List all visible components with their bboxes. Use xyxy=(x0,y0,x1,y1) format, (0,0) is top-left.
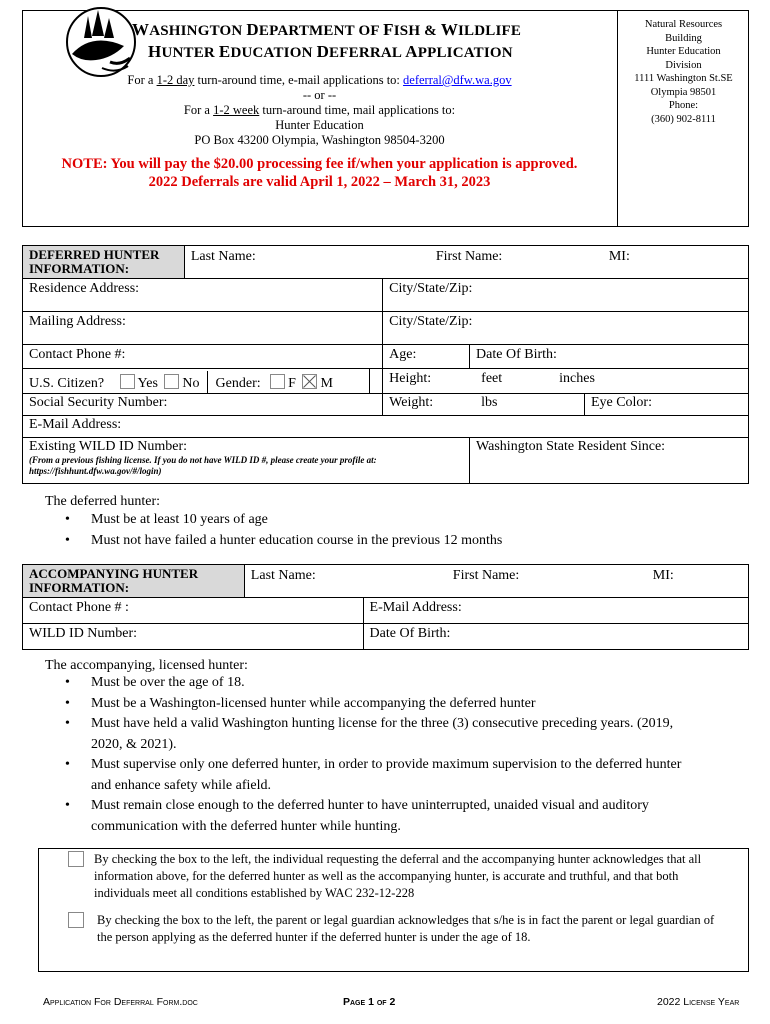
gender-m-checkbox[interactable] xyxy=(302,374,317,389)
deferred-name-field[interactable] xyxy=(184,246,748,279)
contact-phone-label: Contact Phone # : xyxy=(29,600,129,615)
ack1-text: By checking the box to the left, the individual requesting the deferral and the accompanying hunter acknowledges that all information above, for the deferred hunter as well as the accompanying hunter, is accurate and truthful, and that both individuals meet all conditions established by WAC 232-12-228 xyxy=(94,852,702,900)
address-line: (360) 902-8111 xyxy=(651,113,716,125)
form-title-line1: WASHINGTON DEPARTMENT OF FISH & WILDLIFE xyxy=(132,20,522,39)
age-label: Age: xyxy=(389,347,417,362)
first-name-label: First Name: xyxy=(435,249,503,264)
citizen-no-checkbox[interactable] xyxy=(164,374,179,389)
accompanying-rules-list xyxy=(45,673,705,837)
residence-address-label: Residence Address: xyxy=(29,281,140,296)
ack1-checkbox[interactable] xyxy=(68,851,84,867)
wild-id-field[interactable] xyxy=(23,438,470,484)
citizen-yes-checkbox[interactable] xyxy=(120,374,135,389)
yes-label: Yes xyxy=(137,376,158,391)
age-field[interactable] xyxy=(383,345,470,369)
dob-label: Date Of Birth: xyxy=(476,347,557,362)
m-label: M xyxy=(320,376,333,391)
ack2-checkbox[interactable] xyxy=(68,912,84,928)
deferred-hunter-table xyxy=(22,245,749,484)
lbs-label: lbs xyxy=(481,395,498,410)
footer-license-year: 2022 License Year xyxy=(657,996,740,1008)
mail-org: Hunter Education xyxy=(275,118,364,132)
contact-phone-label: Contact Phone #: xyxy=(29,347,126,362)
deferred-rules-list xyxy=(45,510,745,551)
citizen-gender-field xyxy=(23,369,370,394)
wdfw-logo xyxy=(62,2,140,80)
ssn-label: Social Security Number: xyxy=(29,395,168,410)
accompanying-dob-field[interactable] xyxy=(363,624,748,650)
weight-field[interactable] xyxy=(383,394,585,416)
height-field[interactable] xyxy=(383,369,749,394)
list-item: • Must be over the age of 18. xyxy=(45,673,705,694)
wild-id-label: Existing WILD ID Number: xyxy=(29,439,187,454)
email-label: E-Mail Address: xyxy=(369,600,462,615)
height-label: Height: xyxy=(389,371,432,386)
accompanying-section-title: ACCOMPANYING HUNTER INFORMATION: xyxy=(23,565,245,598)
last-name-label: Last Name: xyxy=(250,568,316,583)
eye-color-label: Eye Color: xyxy=(590,395,652,410)
validity-note: 2022 Deferrals are valid April 1, 2022 – March 31, 2023 xyxy=(148,174,491,190)
wild-id-label: WILD ID Number: xyxy=(29,626,138,641)
weight-label: Weight: xyxy=(389,395,434,410)
accompanying-name-field[interactable] xyxy=(244,565,748,598)
divider xyxy=(207,371,208,393)
mi-label: MI: xyxy=(652,568,674,583)
eye-color-field[interactable] xyxy=(584,394,748,416)
address-line: 1111 Washington St.SE xyxy=(634,73,733,84)
mail-address: PO Box 43200 Olympia, Washington 98504-3200 xyxy=(194,133,445,147)
list-item: • Must be at least 10 years of age xyxy=(45,510,745,531)
ack2-text: By checking the box to the left, the parent or legal guardian acknowledges that s/he is in fact the parent or legal guardian of the person applying as the deferred hunter if the deferred hunter is under the age of 18. xyxy=(97,913,715,944)
inches-label: inches xyxy=(559,371,595,386)
footer-filename: Application For Deferral Form.doc xyxy=(43,996,198,1008)
side-address xyxy=(618,18,749,126)
dob-label: Date Of Birth: xyxy=(369,626,451,641)
resident-since-field[interactable] xyxy=(470,438,749,484)
accompanying-wild-id-field[interactable] xyxy=(23,624,364,650)
ssn-field[interactable] xyxy=(23,394,383,416)
mi-label: MI: xyxy=(608,249,630,264)
no-label: No xyxy=(182,376,200,391)
mailing-address-label: Mailing Address: xyxy=(29,314,126,329)
list-item: • Must have held a valid Washington hunting license for the three (3) consecutive preceding years. (2019, 2020, & 2021). xyxy=(45,714,705,755)
email-field[interactable] xyxy=(23,416,749,438)
address-line: Natural Resources xyxy=(644,19,723,30)
contact-phone-field[interactable] xyxy=(23,345,383,369)
spacer xyxy=(370,369,383,394)
address-line: Olympia 98501 xyxy=(650,86,717,98)
f-label: F xyxy=(288,376,296,391)
accompanying-hunter-table xyxy=(22,564,749,650)
email-label: E-Mail Address: xyxy=(29,417,122,432)
deferred-section-title: DEFERRED HUNTER INFORMATION: xyxy=(23,246,185,279)
first-name-label: First Name: xyxy=(452,568,520,583)
list-item: • Must be a Washington-licensed hunter while accompanying the deferred hunter xyxy=(45,694,705,715)
mail-instructions: For a 1-2 week turn-around time, mail applications to: xyxy=(183,103,456,117)
mailing-city-field[interactable] xyxy=(383,312,749,345)
us-citizen-label: U.S. Citizen? xyxy=(29,376,105,391)
last-name-label: Last Name: xyxy=(190,249,256,264)
deferred-rules-intro: The deferred hunter: xyxy=(45,494,161,509)
footer-page-number: Page 1 of 2 xyxy=(343,996,396,1008)
accompanying-rules-intro: The accompanying, licensed hunter: xyxy=(45,658,248,673)
city-state-zip-label: City/State/Zip: xyxy=(389,314,473,329)
wild-id-note: (From a previous fishing license. If you do not have WILD ID #, please create your profile at: https://fishhunt.dfw.wa.gov/#/login) xyxy=(29,455,377,476)
accompanying-email-field[interactable] xyxy=(363,598,748,624)
dob-field[interactable] xyxy=(470,345,749,369)
address-line: Division xyxy=(665,59,702,71)
email-instructions: For a 1-2 day turn-around time, e-mail applications to: deferral@dfw.wa.gov xyxy=(127,73,512,87)
address-line: Phone: xyxy=(668,100,699,111)
list-item: • Must supervise only one deferred hunter, in order to provide maximum supervision to the deferred hunter and enhance safety while afield. xyxy=(45,755,705,796)
residence-address-field[interactable] xyxy=(23,279,383,312)
list-item: • Must remain close enough to the deferred hunter to have uninterrupted, unaided visual and auditory communication with the deferred hunter while hunting. xyxy=(45,796,705,837)
city-state-zip-label: City/State/Zip: xyxy=(389,281,473,296)
resident-since-label: Washington State Resident Since: xyxy=(476,439,666,454)
gender-label: Gender: xyxy=(215,376,261,391)
address-line: Hunter Education xyxy=(646,46,721,57)
list-item: • Must not have failed a hunter education course in the previous 12 months xyxy=(45,531,745,552)
accompanying-phone-field[interactable] xyxy=(23,598,364,624)
address-line: Building xyxy=(665,32,702,44)
email-link[interactable]: deferral@dfw.wa.gov xyxy=(403,73,512,87)
residence-city-field[interactable] xyxy=(383,279,749,312)
feet-label: feet xyxy=(481,371,503,386)
form-title-line2: HUNTER EDUCATION DEFERRAL APPLICATION xyxy=(148,42,513,61)
gender-f-checkbox[interactable] xyxy=(270,374,285,389)
fee-note: NOTE: You will pay the $20.00 processing fee if/when your application is approved. xyxy=(61,156,578,172)
or-separator: -- or -- xyxy=(302,88,337,102)
mailing-address-field[interactable] xyxy=(23,312,383,345)
